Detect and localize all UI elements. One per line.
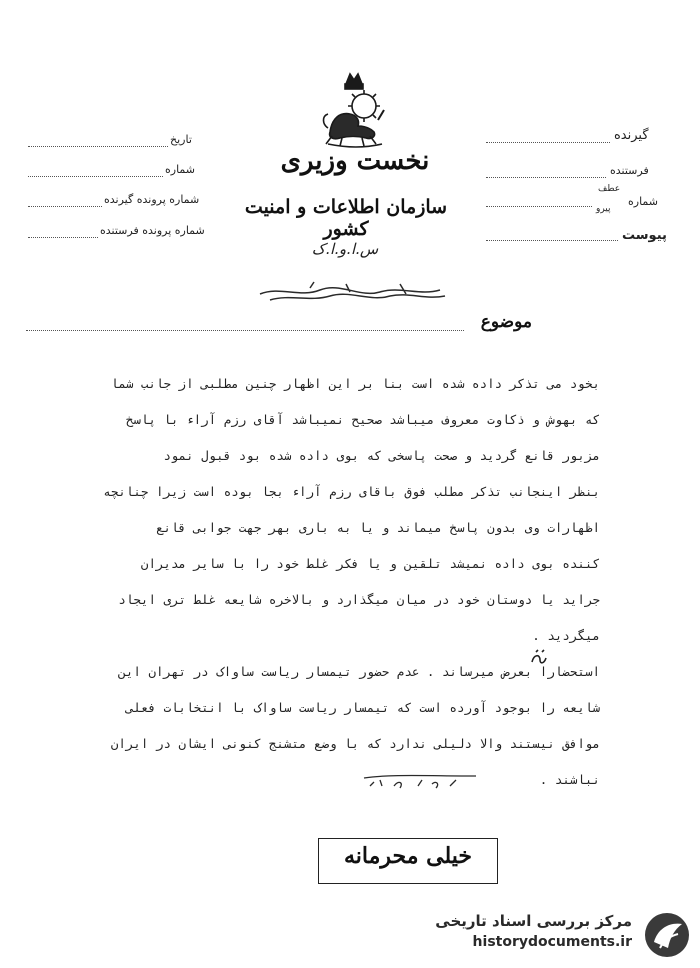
archive-logo-icon [640, 910, 694, 960]
body-line: موافق نیستند والا دلیلی ندارد که با وضع متشنج کنونی ایشان در ایران [110, 736, 600, 751]
body-line: نباشند . [539, 772, 600, 787]
recipient-line [486, 142, 610, 143]
number-line [28, 176, 163, 177]
ref-label: عطف [598, 184, 621, 194]
recipient-file-label: شماره پرونده گیرنده [104, 193, 200, 206]
sender-line [486, 177, 606, 178]
body-line: استحضارا بعرض میرساند . عدم حضور تیمسار ریاست ساواک در تهران این [118, 664, 600, 679]
number-label: شماره [165, 163, 196, 176]
sender-file-label: شماره پرونده فرستنده [100, 224, 205, 237]
date-label: تاریخ [170, 133, 192, 146]
subject-label: موضوع [480, 312, 532, 332]
stamp-text: خیلی محرمانه [343, 843, 473, 869]
letterhead-title: نخست وزیری [280, 146, 430, 176]
sender-label: فرستنده [610, 164, 649, 177]
body-line: میگردید . [532, 628, 600, 643]
watermark-url: historydocuments.ir [472, 934, 632, 950]
handwritten-date-scribble [360, 770, 480, 792]
margin-handwritten-mark [528, 648, 550, 670]
sender-file-line [28, 237, 98, 238]
body-line: بنظر اینجانب تذکر مطلب فوق باقای رزم آراء بجا بوده است زیرا چنانچه [103, 484, 600, 499]
lion-and-sun-emblem [318, 70, 390, 148]
body-line: جراید یا دوستان خود در میان میگذارد و بالاخره شایعه غلط تری ایجاد [118, 592, 600, 607]
letter-body [60, 372, 600, 804]
follow-label: پیرو [596, 204, 611, 214]
ref-line [486, 206, 592, 207]
body-line: اظهارات وی بدون پاسخ میماند و یا به باری بهر جهت جوابی قانع [155, 520, 600, 535]
recipient-label: گیرنده [614, 128, 649, 143]
subject-line [26, 330, 464, 331]
attachment-line [486, 240, 618, 241]
archive-watermark [414, 910, 694, 960]
attachment-label: پیوست [622, 228, 667, 243]
body-line: که بهوش و ذکاوت معروف میباشد صحیح نمیباشد آقای رزم آراء با پاسخ [125, 412, 600, 427]
ref-number-label: شماره [628, 195, 659, 208]
watermark-title: مرکز بررسی اسناد تاریخی [435, 912, 632, 930]
body-line: شایعه را بوجود آورده است که تیمسار ریاست ساواک با انتخابات فعلی [125, 700, 600, 715]
letterhead-code: س.ا.و.ا.ک [311, 240, 379, 258]
body-line: بخود می تذکر داده شده است بنا بر این اظهار چنین مطلبی از جانب شما [110, 376, 600, 391]
body-line: مزبور قانع گردید و صحت پاسخی که بوی داده شده بود قبول نمود [163, 448, 600, 463]
classification-stamp [318, 838, 498, 884]
date-line [28, 146, 168, 147]
letterhead-organization: سازمان اطلاعات و امنیت کشور [244, 196, 448, 240]
recipient-file-line [28, 206, 102, 207]
handwritten-number-scribble [250, 272, 450, 312]
body-line: کننده بوی داده نمیشد تلقین و یا فکر غلط خود را با سایر مدیران [140, 556, 600, 571]
